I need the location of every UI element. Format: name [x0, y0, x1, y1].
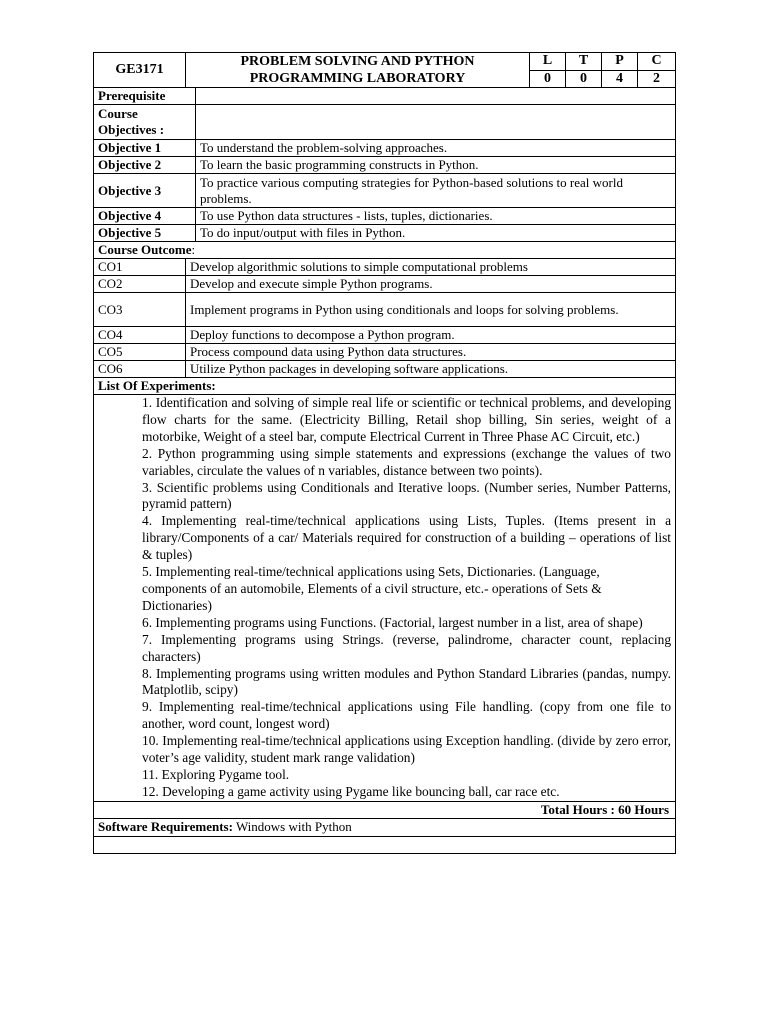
- course-objectives-value: [196, 105, 676, 140]
- outcome-label: CO5: [94, 344, 186, 361]
- experiment-item: 12. Developing a game activity using Pygame like bouncing ball, car race etc.: [142, 783, 560, 799]
- outcome-text: Develop algorithmic solutions to simple computational problems: [186, 259, 676, 276]
- experiment-item: Dictionaries): [142, 597, 212, 613]
- objective-text: To understand the problem-solving approaches.: [196, 140, 676, 157]
- course-outcome-label: Course Outcome: [98, 242, 192, 257]
- course-title-line1: PROBLEM SOLVING AND PYTHON: [240, 54, 475, 69]
- course-code: GE3171: [94, 53, 186, 88]
- software-label: Software Requirements:: [98, 819, 233, 835]
- software-requirements: [94, 818, 676, 836]
- experiments-list: [94, 395, 676, 802]
- course-title-line2: PROGRAMMING LABORATORY: [249, 71, 466, 86]
- objective-text: To use Python data structures - lists, tuples, dictionaries.: [196, 208, 676, 225]
- ltpc-header-c: C: [638, 53, 676, 71]
- objective-label: Objective 2: [94, 157, 196, 174]
- total-hours: Total Hours : 60 Hours: [94, 801, 676, 818]
- experiment-item: 2. Python programming using simple statements and expressions (exchange the values of two variables, circulate the values of n variables, distance between two points).: [142, 445, 672, 478]
- ltpc-header-l: L: [530, 53, 566, 71]
- ltpc-header-p: P: [602, 53, 638, 71]
- outcome-text: Utilize Python packages in developing software applications.: [186, 361, 676, 378]
- objective-text: To learn the basic programming constructs in Python.: [196, 157, 676, 174]
- outcome-label: CO4: [94, 327, 186, 344]
- ltpc-value-p: 4: [602, 70, 638, 88]
- empty-row: [94, 836, 676, 853]
- outcome-text: Develop and execute simple Python programs.: [186, 276, 676, 293]
- experiment-item: 11. Exploring Pygame tool.: [142, 766, 290, 782]
- syllabus-table: [93, 52, 676, 854]
- objective-label: Objective 4: [94, 208, 196, 225]
- prerequisite-value: [196, 88, 676, 105]
- ltpc-value-c: 2: [638, 70, 676, 88]
- course-title: [186, 53, 530, 88]
- outcome-text: Process compound data using Python data structures.: [186, 344, 676, 361]
- experiment-item: 8. Implementing programs using written modules and Python Standard Libraries (pandas, numpy. Matplotlib, scipy): [142, 665, 672, 698]
- experiments-label: List Of Experiments:: [94, 378, 676, 395]
- objective-text: To do input/output with files in Python.: [196, 225, 676, 242]
- objective-label: Objective 3: [94, 174, 196, 208]
- experiment-item: 7. Implementing programs using Strings. (reverse, palindrome, character count, replacing characters): [142, 631, 672, 664]
- experiment-item: 4. Implementing real-time/technical applications using Lists, Tuples. (Items present in a library/Components of a car/ Materials required for construction of a building – operations of list & tuples): [142, 513, 672, 563]
- objective-label: Objective 1: [94, 140, 196, 157]
- course-objectives-label: Course Objectives :: [94, 105, 196, 140]
- experiment-item: 9. Implementing real-time/technical applications using File handling. (copy from one file to another, word count, longest word): [142, 699, 672, 732]
- experiment-item: 10. Implementing real-time/technical applications using Exception handling. (divide by zero error, voter’s age validity, student mark range validation): [142, 733, 672, 766]
- outcome-label: CO2: [94, 276, 186, 293]
- experiment-item: components of an automobile, Elements of a civil structure, etc.- operations of Sets &: [142, 580, 602, 596]
- outcome-label: CO3: [94, 293, 186, 327]
- prerequisite-label: Prerequisite: [94, 88, 196, 105]
- ltpc-header-t: T: [566, 53, 602, 71]
- software-value: Windows with Python: [235, 819, 352, 835]
- experiment-item: 5. Implementing real-time/technical applications using Sets, Dictionaries. (Language,: [142, 564, 600, 580]
- outcome-text: Deploy functions to decompose a Python program.: [186, 327, 676, 344]
- course-outcome-suffix: :: [191, 242, 196, 257]
- objective-text: To practice various computing strategies for Python-based solutions to real world problems.: [196, 174, 676, 208]
- experiment-item: 1. Identification and solving of simple real life or scientific or technical problems, and developing flow charts for the same. (Electricity Billing, Retail shop billing, Sin series, weight of a motorbike, Weight of a steel bar, compute Electrical Current in Three Phase AC Circuit, etc.): [142, 395, 672, 444]
- experiment-item: 3. Scientific problems using Conditionals and Iterative loops. (Number series, Number Patterns, pyramid pattern): [142, 479, 672, 512]
- ltpc-value-t: 0: [566, 70, 602, 88]
- outcome-label: CO6: [94, 361, 186, 378]
- ltpc-value-l: 0: [530, 70, 566, 88]
- outcome-text: Implement programs in Python using conditionals and loops for solving problems.: [186, 293, 676, 327]
- course-outcome-header: [94, 242, 676, 259]
- experiment-item: 6. Implementing programs using Functions. (Factorial, largest number in a list, area of shape): [142, 614, 643, 630]
- syllabus-sheet: [93, 52, 675, 854]
- outcome-label: CO1: [94, 259, 186, 276]
- objective-label: Objective 5: [94, 225, 196, 242]
